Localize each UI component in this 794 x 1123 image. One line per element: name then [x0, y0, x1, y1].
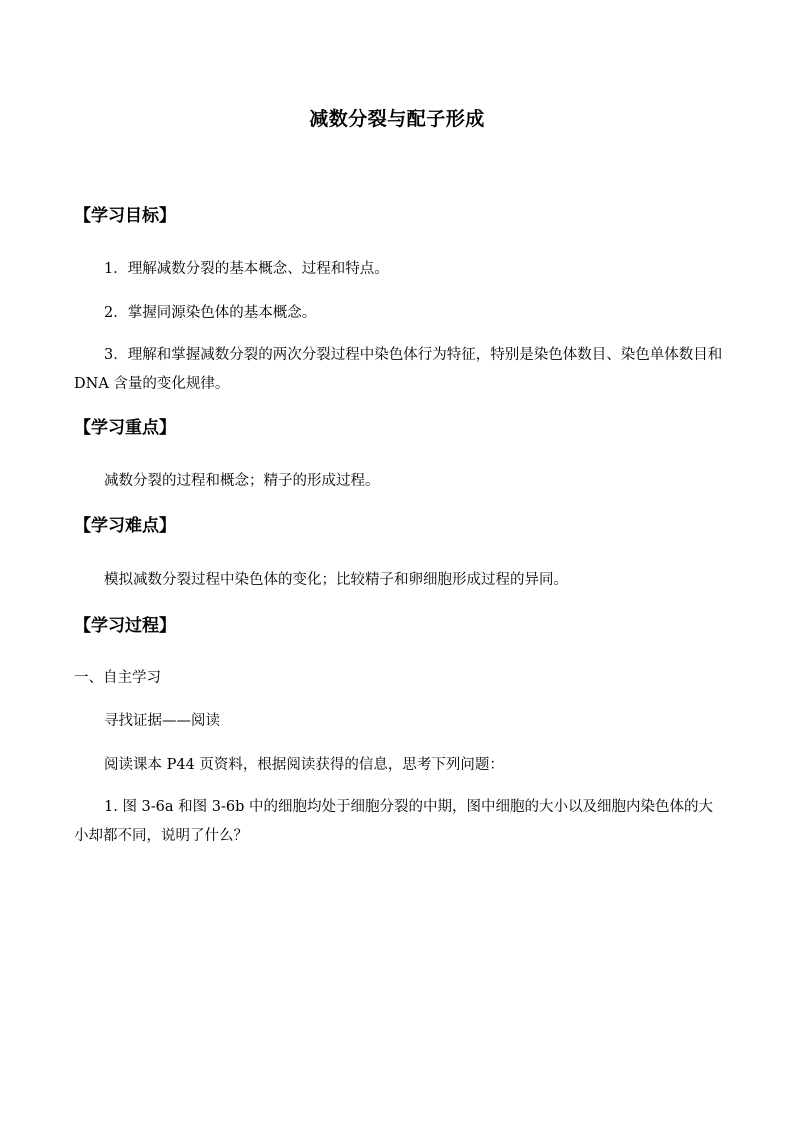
- key-points-text: 减数分裂的过程和概念；精子的形成过程。: [104, 473, 380, 489]
- objectives-heading: 【学习目标】: [74, 206, 176, 226]
- objective-item-1: 1．理解减数分裂的基本概念、过程和特点。: [104, 261, 389, 277]
- objective-item-2: 2．掌握同源染色体的基本概念。: [104, 305, 317, 321]
- difficulties-heading: 【学习难点】: [74, 516, 176, 536]
- difficulties-text: 模拟减数分裂过程中染色体的变化；比较精子和卵细胞形成过程的异同。: [104, 572, 568, 588]
- document-title: 减数分裂与配子形成: [309, 108, 485, 130]
- evidence-title: 寻找证据——阅读: [104, 713, 220, 729]
- part1-title: 一、自主学习: [74, 670, 161, 686]
- reading-instruction: 阅读课本 P44 页资料，根据阅读获得的信息，思考下列问题：: [104, 757, 504, 773]
- key-points-heading: 【学习重点】: [74, 418, 176, 438]
- process-heading: 【学习过程】: [74, 616, 176, 636]
- question-1: 1. 图 3-6a 和图 3-6b 中的细胞均处于细胞分裂的中期，图中细胞的大小以及细胞内染色体的大小却都不同，说明了什么？: [74, 799, 714, 844]
- objective-item-3: 3．理解和掌握减数分裂的两次分裂过程中染色体行为特征，特别是染色体数目、染色单体数目和 DNA 含量的变化规律。: [74, 347, 723, 392]
